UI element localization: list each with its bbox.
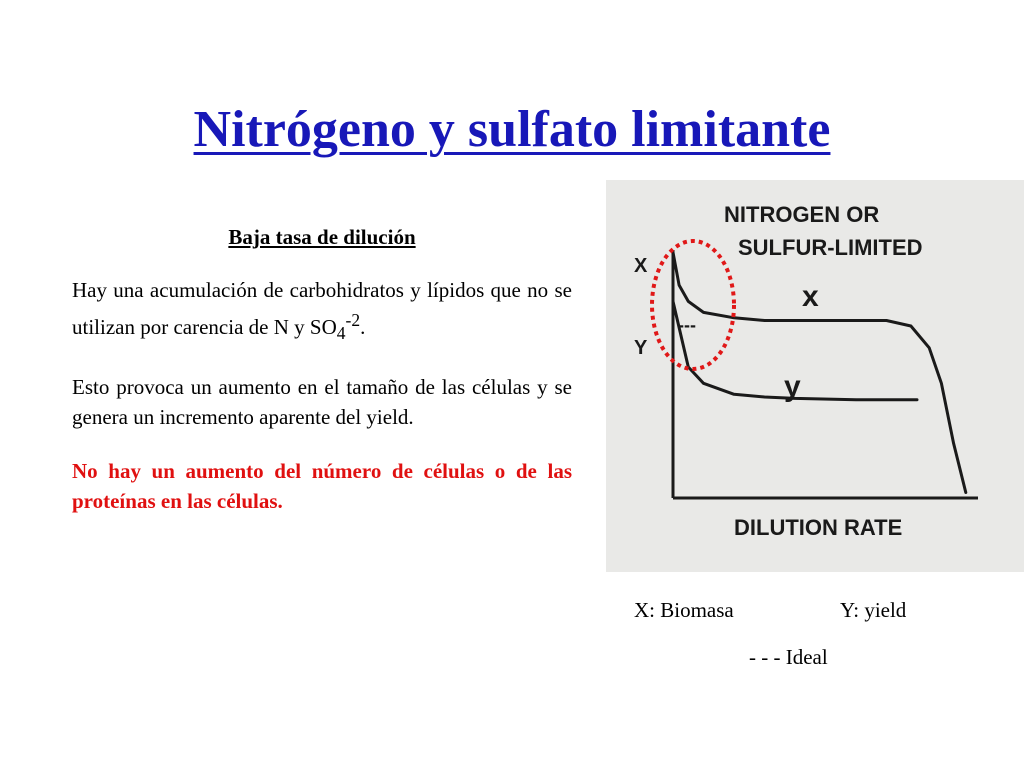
y-axis-label-y: Y [634,337,648,359]
sulfate-superscript: -2 [345,310,361,330]
chart-heading-line2: SULFUR-LIMITED [738,235,923,260]
curve-label-x: x [802,280,819,313]
paragraph-accumulation-text: Hay una acumulación de carbohidratos y lípidos que no se utilizan por carencia de N y SO [72,278,572,339]
legend-yield: Y: yield [840,598,907,622]
paragraph-accumulation-end: . [360,315,366,339]
ideal-dash-marker: --- [678,315,696,335]
growth-chart-figure [606,180,1024,572]
legend-biomasa: X: Biomasa [634,598,734,622]
paragraph-accumulation [72,275,572,348]
slide-title: Nitrógeno y sulfato limitante [193,101,831,158]
subheading: Baja tasa de dilución [228,225,416,249]
y-axis-label-x: X [634,255,648,277]
legend-ideal: - - - Ideal [749,645,828,669]
curve-label-y: y [784,370,801,403]
paragraph-cell-size: Esto provoca un aumento en el tamaño de las células y se genera un incremento aparente del yield. [72,375,572,430]
x-axis-label: DILUTION RATE [734,515,903,540]
paragraph-warning: No hay un aumento del número de células o de las proteínas en las células. [72,459,572,514]
text-column [72,222,572,540]
chart-heading-line1: NITROGEN OR [724,202,880,227]
sulfate-subscript: 4 [336,323,346,344]
